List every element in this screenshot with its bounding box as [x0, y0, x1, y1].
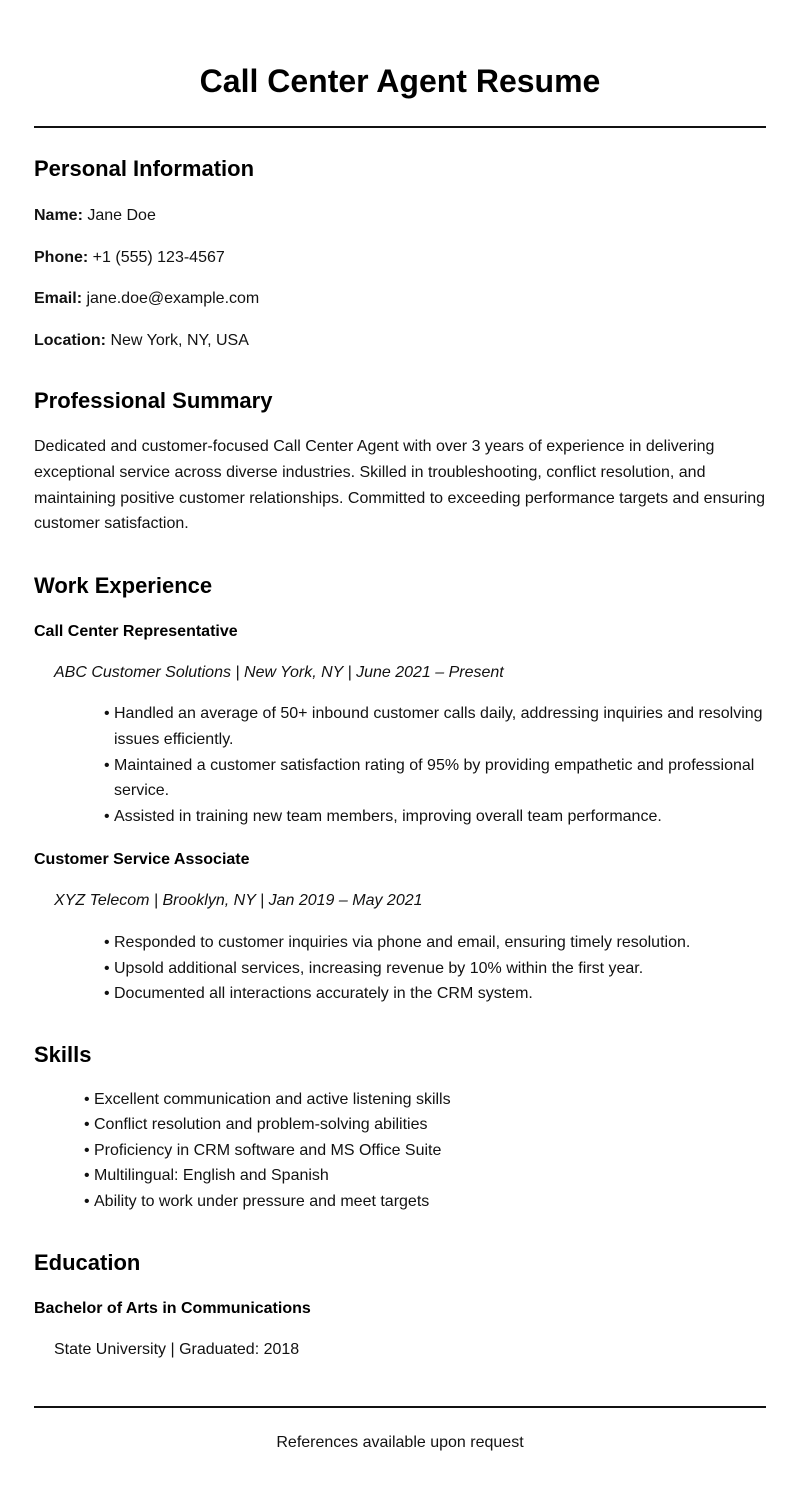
- email-row: [34, 286, 766, 312]
- job-meta: XYZ Telecom | Brooklyn, NY | Jan 2019 – May 2021: [54, 892, 423, 910]
- list-item: • Ability to work under pressure and meet targets: [84, 1189, 766, 1215]
- page-title: Call Center Agent Resume: [199, 63, 601, 99]
- skills-heading: Skills: [34, 1041, 92, 1067]
- list-item: • Proficiency in CRM software and MS Office Suite: [84, 1138, 766, 1164]
- resume-page: [34, 0, 766, 1362]
- experience-heading: Work Experience: [34, 572, 213, 598]
- personal-info-heading: Personal Information: [34, 156, 255, 181]
- list-item: • Documented all interactions accurately in the CRM system.: [104, 981, 766, 1007]
- job-title: Call Center Representative: [34, 622, 238, 640]
- list-item: • Assisted in training new team members, improving overall team performance.: [104, 804, 766, 830]
- name-row: [34, 203, 766, 229]
- degree-title: Bachelor of Arts in Communications: [34, 1299, 311, 1317]
- summary-section: [34, 387, 766, 536]
- phone-label: Phone:: [34, 248, 89, 266]
- job-title: Customer Service Associate: [34, 851, 250, 869]
- list-item: • Handled an average of 50+ inbound customer calls daily, addressing inquiries and resolving issues efficiently.: [104, 701, 766, 752]
- list-item: • Multilingual: English and Spanish: [84, 1163, 766, 1189]
- phone-value: +1 (555) 123-4567: [92, 248, 225, 266]
- job-entry: [34, 622, 766, 830]
- skills-section: [34, 1041, 766, 1215]
- list-item: • Excellent communication and active listening skills: [84, 1087, 766, 1113]
- name-label: Name:: [34, 207, 83, 224]
- location-label: Location:: [34, 331, 106, 349]
- job-bullets: [34, 701, 766, 829]
- education-meta: State University | Graduated: 2018: [54, 1340, 300, 1358]
- experience-section: [34, 572, 766, 1007]
- education-heading: Education: [34, 1249, 141, 1275]
- list-item: • Conflict resolution and problem-solving abilities: [84, 1112, 766, 1138]
- name-value: Jane Doe: [87, 207, 156, 224]
- personal-info-section: [34, 155, 766, 353]
- job-entry: [34, 850, 766, 1006]
- summary-text: Dedicated and customer-focused Call Center Agent with over 3 years of experience in delivering exceptional service across diverse industries. Skilled in troubleshooting, conflict resolution, and maintaining positive customer relationships. Committed to exceeding performance targets and ensuring customer satisfaction.: [34, 438, 766, 533]
- list-item: • Responded to customer inquiries via phone and email, ensuring timely resolution.: [104, 930, 766, 956]
- summary-heading: Professional Summary: [34, 388, 273, 414]
- location-value: New York, NY, USA: [110, 331, 249, 349]
- job-meta: ABC Customer Solutions | New York, NY | June 2021 – Present: [54, 663, 504, 681]
- skills-list: [34, 1087, 766, 1215]
- list-item: • Upsold additional services, increasing revenue by 10% within the first year.: [104, 956, 766, 982]
- phone-row: [34, 245, 766, 271]
- job-bullets: [34, 930, 766, 1007]
- header-divider: [34, 126, 766, 128]
- list-item: • Maintained a customer satisfaction rating of 95% by providing empathetic and professional service.: [104, 753, 766, 804]
- email-value: jane.doe@example.com: [86, 290, 260, 308]
- education-section: [34, 1249, 766, 1363]
- footer-divider: [34, 1406, 766, 1408]
- footer-text: References available upon request: [276, 1434, 524, 1451]
- location-row: [34, 328, 766, 354]
- email-label: Email:: [34, 290, 83, 308]
